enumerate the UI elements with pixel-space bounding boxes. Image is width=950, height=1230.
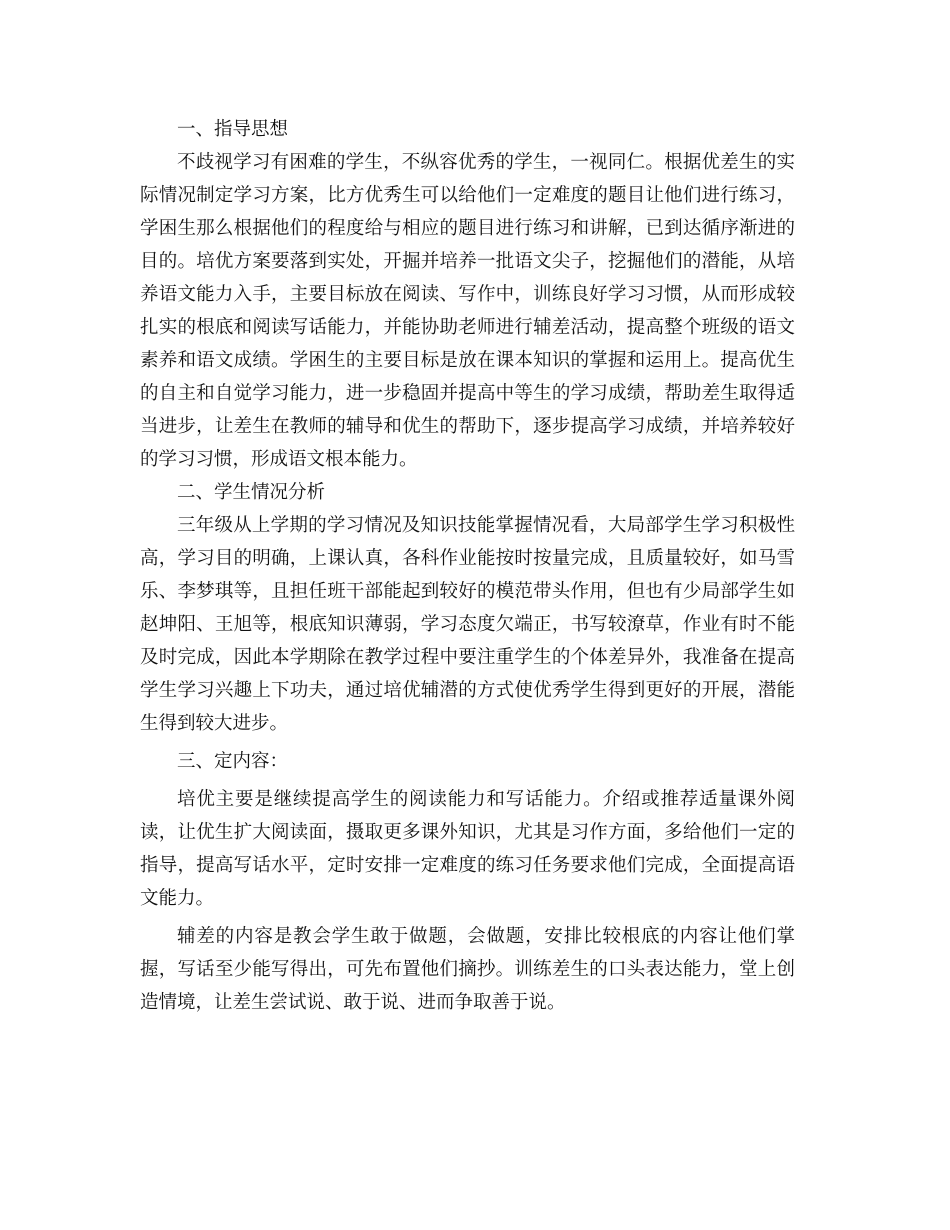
section-heading-student-analysis: 二、学生情况分析 (177, 482, 326, 503)
paragraph-enrichment-content: 培优主要是继续提高学生的阅读能力和写话能力。介绍或推荐适量课外阅读，让优生扩大阅读面，摄取更多课外知识，尤其是习作方面，多给他们一定的指导，提高写话水平，定时安排一定难度的练习任务要求他们完成，全面提高语文能力。 (140, 789, 795, 909)
section-heading-content: 三、定内容： (177, 751, 289, 772)
section-heading-guiding-thought: 一、指导思想 (177, 119, 289, 140)
document-page (140, 113, 795, 1019)
paragraph-student-analysis: 三年级从上学期的学习情况及知识技能掌握情况看，大局部学生学习积极性高，学习目的明确，上课认真，各科作业能按时按量完成，且质量较好，如马雪乐、李梦琪等，且担任班干部能起到较好的模范带头作用，但也有少局部学生如赵坤阳、王旭等，根底知识薄弱，学习态度欠端正，书写较潦草，作业有时不能及时完成，因此本学期除在教学过程中要注重学生的个体差异外，我准备在提高学生学习兴趣上下功夫，通过培优辅潜的方式使优秀学生得到更好的开展，潜能生得到较大进步。 (140, 515, 795, 734)
paragraph-remedial-content: 辅差的内容是教会学生敢于做题，会做题，安排比较根底的内容让他们掌握，写话至少能写得出，可先布置他们摘抄。训练差生的口头表达能力，堂上创造情境，让差生尝试说、敢于说、进而争取善于说。 (140, 926, 795, 1013)
paragraph-guiding-thought: 不歧视学习有困难的学生，不纵容优秀的学生，一视同仁。根据优差生的实际情况制定学习方案，比方优秀生可以给他们一定难度的题目让他们进行练习，学困生那么根据他们的程度给与相应的题目进行练习和讲解，已到达循序渐进的目的。培优方案要落到实处，开掘并培养一批语文尖子，挖掘他们的潜能，从培养语文能力入手，主要目标放在阅读、写作中，训练良好学习习惯，从而形成较扎实的根底和阅读写话能力，并能协助老师进行辅差活动，提高整个班级的语文素养和语文成绩。学困生的主要目标是放在课本知识的掌握和运用上。提高优生的自主和自觉学习能力，进一步稳固并提高中等生的学习成绩，帮助差生取得适当进步，让差生在教师的辅导和优生的帮助下，逐步提高学习成绩，并培养较好的学习习惯，形成语文根本能力。 (140, 152, 795, 470)
